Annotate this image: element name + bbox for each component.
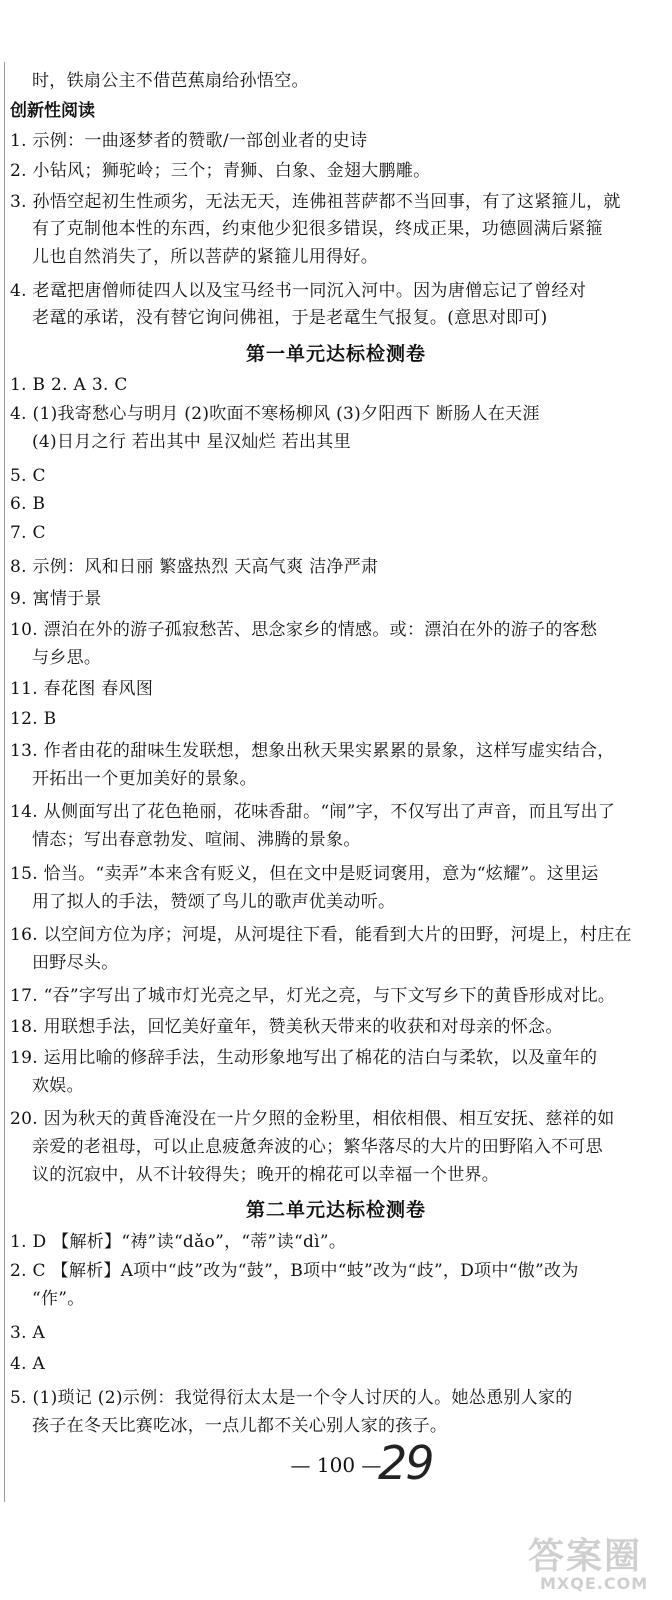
watermark-text: 答案圈 (528, 1536, 643, 1577)
unit2-line: 3. A (10, 1323, 46, 1343)
handwritten-number: 29 (378, 1436, 433, 1490)
reading-item-4-cont: 老鼋的承诺，没有替它询问佛祖，于是老鼋生气报复。(意思对即可) (32, 308, 548, 328)
unit1-line: 10. 漂泊在外的游子孤寂愁苦、思念家乡的情感。或：漂泊在外的游子的客愁 (10, 620, 598, 640)
unit1-line: (4)日月之行 若出其中 星汉灿烂 若出其里 (32, 432, 351, 452)
unit1-line: 开拓出一个更加美好的景象。 (32, 769, 257, 789)
reading-item-3-cont2: 儿也自然消失了，所以菩萨的紧箍儿用得好。 (32, 247, 378, 267)
unit1-line: 14. 从侧面写出了花色艳丽，花味香甜。“闹”字，不仅写出了声音，而且写出了 (10, 802, 616, 822)
unit2-heading: 第二单元达标检测卷 (245, 1199, 426, 1221)
unit1-line: 议的沉寂中，从不计较得失；晚开的棉花可以幸福一个世界。 (32, 1165, 500, 1185)
unit1-line: 7. C (10, 523, 46, 543)
unit1-line: 9. 寓情于景 (10, 589, 102, 609)
unit1-line: 用了拟人的手法，赞颂了鸟儿的歌声优美动听。 (32, 892, 396, 912)
unit2-line: 5. (1)琐记 (2)示例：我觉得衍太太是一个令人讨厌的人。她怂恿别人家的 (10, 1388, 573, 1408)
unit1-line: 18. 用联想手法，回忆美好童年，赞美秋天带来的收获和对母亲的怀念。 (10, 1017, 563, 1037)
unit1-line: 田野尽头。 (32, 953, 119, 973)
unit2-line: 1. D 【解析】“祷”读“dǎo”，“蒂”读“dì”。 (10, 1232, 347, 1252)
page-number: — 100 — (290, 1453, 382, 1477)
unit1-line: 5. C (10, 466, 46, 486)
reading-item-4: 4. 老鼋把唐僧师徒四人以及宝马经书一同沉入河中。因为唐僧忘记了曾经对 (10, 281, 587, 301)
unit1-line: 1. B 2. A 3. C (10, 375, 128, 395)
watermark-logo (518, 1528, 668, 1598)
reading-item-3-cont: 有了克制他本性的东西，约束他少犯很多错误，终成正果，功德圆满后紧箍 (32, 219, 603, 239)
unit1-line: 与乡思。 (32, 648, 102, 668)
unit1-line: 12. B (10, 709, 57, 729)
unit1-line: 16. 以空间方位为序；河堤，从河堤往下看，能看到大片的田野，河堤上，村庄在 (10, 925, 632, 945)
unit1-heading: 第一单元达标检测卷 (245, 343, 426, 365)
unit1-line: 15. 恰当。“卖弄”本来含有贬义，但在文中是贬词褒用，意为“炫耀”。这里运 (10, 864, 599, 884)
unit1-line: 17. “吞”字写出了城市灯光亮之早，灯光之亮，与下文写乡下的黄昏形成对比。 (10, 986, 616, 1006)
reading-item-3: 3. 孙悟空起初生性顽劣，无法无天，连佛祖菩萨都不当回事，有了这紧箍儿，就 (10, 192, 621, 212)
unit1-line: 6. B (10, 494, 46, 514)
reading-item-2: 2. 小钻风；狮驼岭；三个；青狮、白象、金翅大鹏雕。 (10, 161, 431, 181)
unit1-line: 4. (1)我寄愁心与明月 (2)吹面不寒杨柳风 (3)夕阳西下 断肠人在天涯 (10, 404, 540, 424)
left-margin-line (4, 62, 5, 1502)
unit1-line: 8. 示例：风和日丽 繁盛热烈 天高气爽 洁净严肃 (10, 557, 379, 577)
intro-line: 时，铁扇公主不借芭蕉扇给孙悟空。 (32, 71, 309, 91)
unit1-line: 13. 作者由花的甜味生发联想，想象出秋天果实累累的景象，这样写虚实结合， (10, 741, 615, 761)
unit2-line: 4. A (10, 1354, 46, 1374)
unit1-line: 11. 春花图 春风图 (10, 679, 154, 699)
unit1-line: 亲爱的老祖母，可以止息疲惫奔波的心；繁华落尽的大片的田野陷入不可思 (32, 1137, 603, 1157)
reading-item-1: 1. 示例：一曲逐梦者的赞歌/一部创业者的史诗 (10, 131, 368, 151)
unit2-line: 2. C 【解析】A项中“歧”改为“鼓”，B项中“蚑”改为“歧”，D项中“傲”改为 (10, 1261, 579, 1281)
watermark-url: MXQE.COM (540, 1574, 649, 1593)
unit1-line: 欢娱。 (32, 1076, 84, 1096)
unit1-line: 情态；写出春意勃发、喧闹、沸腾的景象。 (32, 830, 361, 850)
unit2-line: “作”。 (32, 1289, 85, 1309)
unit1-line: 19. 运用比喻的修辞手法，生动形象地写出了棉花的洁白与柔软，以及童年的 (10, 1048, 598, 1068)
unit1-line: 20. 因为秋天的黄昏淹没在一片夕照的金粉里，相依相偎、相互安抚、慈祥的如 (10, 1109, 615, 1129)
unit2-line: 孩子在冬天比赛吃冰，一点儿都不关心别人家的孩子。 (32, 1416, 448, 1436)
reading-section-title: 创新性阅读 (10, 101, 95, 121)
